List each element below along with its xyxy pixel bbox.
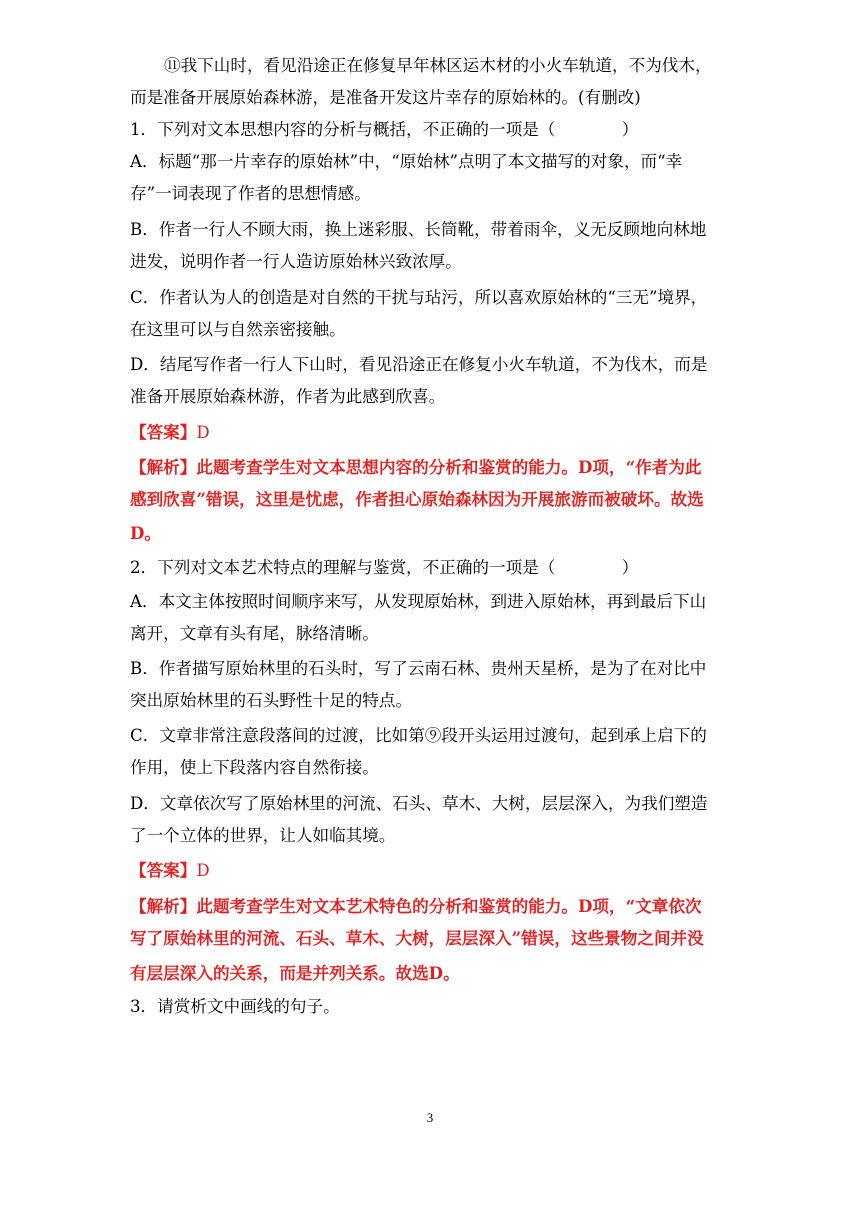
q2-analysis-line-3: 有层层深入的关系，而是并列关系。故选D。	[130, 963, 460, 983]
q2-answer-tag: 【答案】	[130, 860, 197, 880]
paragraph-11-line-2: 而是准备开展原始森林游，是准备开发这片幸存的原始林的。(有删改)	[130, 88, 641, 107]
q2-option-d-line-1: D．文章依次写了原始林里的河流、石头、草木、大树，层层深入，为我们塑造	[130, 794, 708, 813]
q2-stem: 2．下列对文本艺术特点的理解与鉴赏，不正确的一项是（ ）	[130, 558, 639, 577]
q1-answer-tag: 【答案】	[130, 422, 197, 442]
q2-answer	[130, 858, 730, 883]
q1-option-d-line-1: D．结尾写作者一行人下山时，看见沿途正在修复小火车轨道，不为伐木，而是	[130, 355, 708, 374]
q1-option-b-line-2: 进发，说明作者一行人造访原始林兴致浓厚。	[130, 252, 462, 271]
q2-analysis-tag: 【解析】	[130, 896, 197, 916]
q2-option-c-line-1: C．文章非常注意段落间的过渡，比如第⑨段开头运用过渡句，起到承上启下的	[130, 726, 707, 745]
q2-option-a-line-2: 离开，文章有头有尾，脉络清晰。	[130, 624, 379, 643]
q1-analysis-line-1	[130, 455, 730, 480]
q2-option-a-line-1: A．本文主体按照时间顺序来写，从发现原始林，到进入原始林，再到最后下山	[130, 592, 707, 611]
q2-option-b-line-1: B．作者描写原始林里的石头时，写了云南石林、贵州天星桥，是为了在对比中	[130, 659, 707, 678]
q1-analysis-text-1: 此题考查学生对文本思想内容的分析和鉴赏的能力。D项，“作者为此	[196, 457, 702, 477]
q1-option-d-line-2: 准备开展原始森林游，作者为此感到欣喜。	[130, 387, 446, 406]
q1-answer-value: D	[196, 423, 210, 442]
q2-option-c-line-2: 作用，使上下段落内容自然衔接。	[130, 758, 379, 777]
q2-analysis-line-2: 写了原始林里的河流、石头、草木、大树，层层深入”错误，这些景物之间并没	[130, 928, 704, 948]
q1-option-a-line-1: A．标题“那一片幸存的原始林”中，“原始林”点明了本文描写的对象，而“幸	[130, 152, 683, 171]
q2-answer-value: D	[196, 861, 210, 880]
q3-stem: 3．请赏析文中画线的句子。	[130, 997, 340, 1016]
q1-option-b-line-1: B．作者一行人不顾大雨，换上迷彩服、长筒靴，带着雨伞，义无反顾地向林地	[130, 220, 707, 239]
q1-option-a-line-2: 存”一词表现了作者的思想情感。	[130, 184, 371, 203]
page-number: 3	[426, 1110, 434, 1125]
paragraph-11-line-1: ⑪我下山时，看见沿途正在修复早年林区运木材的小火车轨道，不为伐木，	[164, 56, 712, 75]
q2-analysis-text-1: 此题考查学生对文本艺术特色的分析和鉴赏的能力。D项，“文章依次	[196, 896, 702, 916]
q1-analysis-line-2: 感到欣喜”错误，这里是忧虑，作者担心原始森林因为开展旅游而被破坏。故选	[130, 489, 704, 509]
q2-option-d-line-2: 了一个立体的世界，让人如临其境。	[130, 826, 396, 845]
q1-analysis-tag: 【解析】	[130, 457, 197, 477]
q2-analysis-line-1	[130, 894, 730, 919]
q1-option-c-line-1: C．作者认为人的创造是对自然的干扰与玷污，所以喜欢原始林的“三无”境界，	[130, 288, 708, 307]
q2-option-b-line-2: 突出原始林里的石头野性十足的特点。	[130, 691, 413, 710]
q1-analysis-line-3: D。	[130, 523, 161, 543]
q1-option-c-line-2: 在这里可以与自然亲密接触。	[130, 320, 346, 339]
q1-stem: 1．下列对文本思想内容的分析与概括，不正确的一项是（ ）	[130, 120, 639, 139]
q1-answer	[130, 420, 730, 445]
